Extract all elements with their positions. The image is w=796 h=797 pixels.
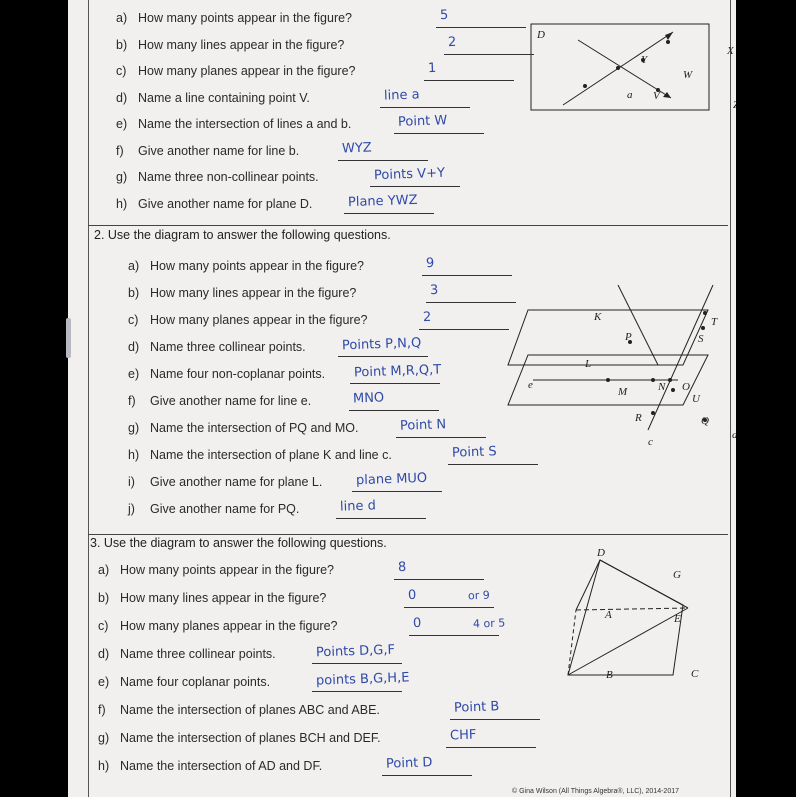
question-text: Give another name for line e. (150, 394, 312, 408)
question-text: How many planes appear in the figure? (120, 619, 338, 633)
fig2-label-U: U (692, 393, 700, 405)
answer-blank (450, 719, 540, 720)
fig3-label-E: E (674, 613, 681, 625)
fig1-label-X: X (727, 45, 734, 57)
handwritten-answer: 9 (425, 255, 435, 272)
answer-blank (424, 80, 514, 81)
fig2-label-M: M (618, 386, 628, 398)
handwritten-answer: Point M,R,Q,T (353, 362, 442, 381)
question-text: Give another name for line b. (138, 143, 300, 158)
question-text: How many lines appear in the figure? (120, 591, 327, 605)
handwritten-answer: Points D,G,F (315, 642, 396, 661)
question-letter: f) (128, 394, 136, 408)
question-text: Name four coplanar points. (120, 675, 271, 689)
section2-question-6 (128, 421, 358, 435)
section2-question-1 (128, 286, 356, 300)
question-text: How many planes appear in the figure? (150, 313, 368, 327)
fig2-label-R: R (635, 412, 642, 424)
answer-blank (444, 54, 534, 55)
handwritten-answer: Point S (451, 444, 497, 461)
question-text: How many lines appear in the figure? (150, 286, 357, 300)
answer-blank (350, 383, 440, 384)
handwritten-answer: line d (339, 498, 377, 515)
left-border (88, 0, 89, 797)
handwritten-answer: Point B (453, 699, 500, 716)
handwritten-answer: 5 (439, 7, 449, 24)
fig3-label-A: A (605, 609, 612, 621)
question-letter: e) (116, 117, 128, 131)
question-letter: b) (128, 286, 140, 300)
divider-1 (88, 225, 728, 226)
answer-blank (419, 329, 509, 330)
question-text: Name the intersection of PQ and MO. (150, 421, 359, 435)
fig2-label-S: S (698, 333, 704, 345)
section-3-heading: 3. Use the diagram to answer the following questions. (90, 536, 387, 550)
answer-blank (382, 775, 472, 776)
section1-question-4 (116, 117, 351, 131)
question-letter: e) (98, 675, 110, 689)
fig1-label-Y: Y (641, 54, 648, 66)
fig1-label-Z: Z (733, 99, 740, 111)
fig1-label-V: V (653, 90, 660, 102)
question-text: Give another name for plane D. (138, 196, 313, 211)
question-text: Name four non-coplanar points. (150, 367, 326, 381)
question-text: How many lines appear in the figure? (138, 37, 345, 52)
question-text: How many points appear in the figure? (150, 259, 365, 273)
question-text: Give another name for PQ. (150, 502, 300, 516)
answer-blank (446, 747, 536, 748)
answer-blank (380, 107, 470, 108)
figure-1-plane-d: D Y X W V Z a b (523, 20, 713, 120)
section1-question-5 (116, 144, 299, 158)
answer-blank (426, 302, 516, 303)
answer-blank (312, 663, 402, 664)
section1-question-7 (116, 197, 312, 211)
fig2-label-T: T (711, 316, 718, 328)
handwritten-answer: Plane YWZ (347, 192, 418, 210)
section2-question-3 (128, 340, 306, 354)
answer-blank (338, 356, 428, 357)
fig3-label-B: B (606, 669, 613, 681)
answer-blank (352, 491, 442, 492)
section2-question-0 (128, 259, 364, 273)
question-letter: c) (116, 64, 127, 78)
section2-question-5 (128, 394, 311, 408)
answer-blank (404, 607, 494, 608)
question-letter: b) (116, 37, 128, 52)
handwritten-answer: 2 (422, 309, 432, 326)
fig3-label-C: C (691, 668, 699, 680)
handwritten-answer: plane MUO (355, 470, 428, 489)
section3-question-4 (98, 675, 270, 689)
handwritten-answer: Points P,N,Q (341, 335, 422, 354)
question-text: How many points appear in the figure? (138, 11, 353, 25)
worksheet-page (68, 0, 778, 797)
question-text: Name the intersection of lines a and b. (138, 117, 352, 131)
copyright-footer: © Gina Wilson (All Things Algebra®, LLC), 2014-2017 (512, 788, 679, 795)
fig2-label-O: O (682, 381, 690, 393)
section1-question-2 (116, 64, 356, 78)
section2-question-9 (128, 502, 299, 516)
section3-question-3 (98, 647, 276, 661)
question-letter: a) (128, 259, 140, 273)
question-letter: h) (116, 196, 128, 211)
section3-question-0 (98, 563, 334, 577)
question-letter: d) (128, 340, 140, 354)
section3-question-6 (98, 731, 381, 745)
fig2-label-P: P (625, 331, 632, 343)
question-letter: f) (116, 143, 124, 158)
fig2-label-e: e (528, 379, 533, 391)
section3-question-1 (98, 591, 326, 605)
answer-blank (344, 213, 434, 214)
question-text: Name three collinear points. (150, 340, 306, 354)
handwritten-note: or 9 (467, 588, 490, 603)
fig1-label-W: W (683, 69, 693, 81)
handwritten-answer: 0 (412, 615, 422, 632)
question-letter: g) (116, 170, 128, 184)
section3-question-2 (98, 619, 338, 633)
handwritten-answer: 3 (429, 282, 439, 299)
question-text: Name three non-collinear points. (138, 170, 319, 184)
fig3-label-D: D (597, 547, 605, 559)
section2-question-7 (128, 448, 392, 462)
question-text: How many planes appear in the figure? (138, 64, 356, 78)
question-text: Name the intersection of planes BCH and DEF. (120, 731, 381, 745)
question-letter: a) (116, 11, 128, 25)
section1-question-1 (116, 38, 344, 52)
answer-blank (338, 160, 428, 161)
answer-blank (312, 691, 402, 692)
question-text: Name the intersection of planes ABC and ABE. (120, 703, 380, 717)
figure-2-planes (508, 280, 738, 450)
answer-blank (409, 635, 499, 636)
handwritten-answer: Points V+Y (373, 165, 446, 184)
question-letter: i) (128, 475, 135, 489)
question-letter: f) (98, 703, 106, 717)
handwritten-note: 4 or 5 (472, 616, 506, 631)
question-text: Name three collinear points. (120, 647, 276, 661)
question-text: Name the intersection of plane K and line c. (150, 448, 392, 462)
fig2-label-c: c (648, 436, 653, 448)
answer-blank (448, 464, 538, 465)
question-letter: j) (128, 502, 135, 516)
handwritten-answer: 1 (427, 60, 437, 77)
question-letter: a) (98, 563, 110, 577)
handwritten-answer: Point N (399, 417, 447, 434)
page-edge-shadow (66, 318, 71, 358)
handwritten-answer: line a (383, 86, 420, 104)
fig2-label-d: d (732, 429, 738, 441)
section1-question-6 (116, 170, 319, 184)
answer-blank (336, 518, 426, 519)
section2-question-2 (128, 313, 368, 327)
answer-blank (394, 133, 484, 134)
question-letter: e) (128, 367, 140, 381)
question-letter: d) (98, 647, 110, 661)
answer-blank (370, 186, 460, 187)
section3-question-5 (98, 703, 380, 717)
fig1-label-D: D (537, 29, 545, 41)
answer-blank (436, 27, 526, 28)
question-letter: h) (128, 448, 140, 462)
question-text: Name the intersection of AD and DF. (120, 759, 323, 773)
fig3-label-G: G (673, 569, 681, 581)
question-letter: g) (98, 731, 110, 745)
question-text: Name a line containing point V. (138, 90, 310, 105)
answer-blank (422, 275, 512, 276)
right-border (730, 0, 731, 797)
answer-blank (396, 437, 486, 438)
handwritten-answer: 0 (407, 587, 417, 604)
answer-blank (394, 579, 484, 580)
fig2-label-Q: Q (701, 415, 709, 427)
question-letter: h) (98, 759, 110, 773)
question-letter: c) (128, 313, 139, 327)
handwritten-answer: 2 (447, 34, 457, 50)
handwritten-answer: Point W (397, 113, 448, 130)
fig2-label-L: L (585, 358, 592, 370)
question-letter: d) (116, 90, 128, 105)
handwritten-answer: points B,G,H,E (315, 670, 410, 689)
handwritten-answer: WYZ (341, 139, 372, 157)
section2-question-8 (128, 475, 322, 489)
fig2-label-N: N (658, 381, 666, 393)
answer-blank (349, 410, 439, 411)
question-text: Give another name for plane L. (150, 475, 323, 489)
fig1-label-a: a (627, 89, 633, 101)
section3-question-7 (98, 759, 322, 773)
question-letter: c) (98, 619, 109, 633)
question-letter: g) (128, 421, 140, 435)
handwritten-answer: Point D (385, 755, 433, 772)
section1-question-0 (116, 11, 352, 25)
handwritten-answer: MNO (352, 390, 385, 407)
section1-question-3 (116, 91, 310, 105)
handwritten-answer: CHF (449, 727, 477, 744)
divider-2 (88, 534, 728, 535)
handwritten-answer: 8 (397, 559, 407, 576)
question-letter: b) (98, 591, 110, 605)
section-2-heading: 2. Use the diagram to answer the following questions. (94, 228, 391, 242)
figure-3-prism: D G F A E H B C (528, 550, 728, 690)
fig2-label-K: K (594, 311, 602, 323)
section2-question-4 (128, 367, 325, 381)
question-text: How many points appear in the figure? (120, 563, 335, 577)
